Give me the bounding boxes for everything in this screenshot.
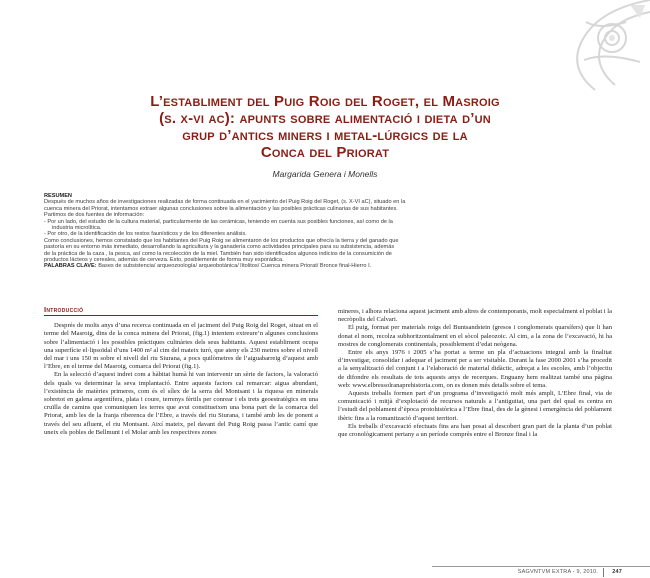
abstract-line: - Por un lado, del estudio de la cultura material, particularmente de las cerámicas, teniendo en cuenta sus posibles funciones, así como de la [44, 218, 393, 225]
abstract-line: de la práctica de la caza , la pesca, así como la recolección de la miel. También han sido identificados algunos indicios de la consumición de [44, 250, 392, 257]
title-line-2: (s. x-vi ac): apunts sobre alimentació i dieta d’un [159, 110, 491, 127]
page-number: 247 [612, 569, 622, 575]
abstract-line: productos lácteos y cereales, además de cerveza. Esto, posiblemente de forma muy esporádica. [44, 257, 284, 264]
abstract-line: pastoría en su entorno más inmediato, desarrollando la agricultura y la ganadería como actividades principales para su subsistencia, además [44, 244, 395, 251]
section-heading-introduccio: Introducció [44, 306, 318, 316]
body-paragraph: El puig, format per materials roigs del Buntsandstein (gresos i conglomerats quarsífers) que li han donat el nom, recolza subhoritzontalment en el sòcol paleozoic. Al cim, a la zona de l’excavació, hi ha mostres de conglomerats continentals, possiblement d’edat neògena. [338, 324, 612, 348]
footer-separator [603, 568, 604, 577]
abstract-line: cuenca minera del Priorat, intentamos extraer algunas conclusiones sobre la alimentación y las posibles prácticas culinarias de sus habitantes. [44, 205, 398, 212]
abstract-block [44, 193, 610, 270]
keywords-text: Bases de subsistencia/ arqueozoología/ arqueobotánica/ lítolitos/ Cuenca minera Priorat/ Bronce final-Hierro I. [98, 263, 372, 270]
title-line-3: grup d’antics miners i metal-lúrgics de la [182, 127, 468, 144]
body-paragraph: Entre els anys 1976 i 2005 s’ha portat a terme un pla d’actuacions integral amb la finalitat d’investigar, consolidar i adequar el jaciment per a ser visitable. Durant la fase 2000 2001 s’ha procedit a la senyalització del conjunt i a l’elaboració de material didàctic, adreçat a les escoles, amb l’objectiu de difondre els resultats de tots aquests anys de recerques. Enguany hem realitzat també una pàgina web: www.elbressolranaprehistoria.com, on es donen més detalls sobre el tema. [338, 349, 612, 389]
abstract-line: industria microlítica. [52, 225, 102, 232]
body-paragraph: Després de molts anys d’una recerca continuada en el jaciment del Puig Roig del Roget, situat en el terme del Masroig, dins de la conca minera del Priorat, (fig.1) intentem extreure’n algunes conclusions sobre l’alimentació i les possibles pràctiques culinàries dels seus habitants. Aquest establiment ocupa una superfície el·lipsoïdal d’uns 1400 m² al cim del mateix turó, que ateny els 230 metres sobre el nivell del mar i uns 150 m sobre el nivell del riu Siurana, a pocs quilòmetres de l’aiguabarreig d’aquest amb l’Ebre, en el terme del Masroig, comarca del Priorat (fig.1). [44, 322, 318, 371]
author-name: Margarida Genera i Monells [272, 169, 378, 179]
title-line-4: Conca del Priorat [260, 144, 390, 161]
abstract-line: Como conclusiones, hemos constatado que los habitantes del Puig Roig se alimentaron de los productos que ofrecía la tierra y del ganado que [44, 237, 399, 244]
left-column [44, 306, 318, 437]
decorative-ornament-icon [500, 0, 650, 95]
article-title [40, 93, 610, 161]
abstract-line: - Por otro, de la identificación de los restos faunísticos y de los diferentes análisis. [44, 231, 247, 238]
abstract-line: Partimos de dos fuentes de información: [44, 212, 145, 219]
right-column [338, 308, 612, 439]
body-paragraph: Aquests treballs formen part d’un programa d’investigació molt més ampli, L’Ebre final, via de comunicació i mitjà d’explotació de recursos naturals a l’antiguitat, una part del qual es centra en l’estudi del poblament d’època protohistòrica a l’Ebre final, des de la gènesi i emergència del poblament ibèric fins a la romanització d’aquest territori. [338, 390, 612, 422]
body-paragraph: En la selecció d’aquest indret com a hàbitat humà hi van intervenir un sèrie de factors, la valoració dels quals va determinar la seva implantació. Entre aquests factors cal remarcar: aigua abundant, l’existència de matèries primeres, com és el sílex de la serra del Montsant i la riquesa en minerals sobretot en galena argentífera, plata i coure, terrenys fèrtils per conrear i els trets geoestratègics en una cruïlla de camins que comuniquen les terres que avui constitueixen una bona part de la comarca del Priorat, amb les de la franja riberenca de l’Ebre, a través del riu Siurana, i també amb les de ponent a través del seu afluent, el riu Montsant. Així mateix, pel davant del Puig Roig passa l’antic camí que uneix els pobles de Bellmunt i el Molar amb les respectives zones [44, 371, 318, 436]
abstract-heading: RESUMEN [44, 193, 72, 199]
page-footer [0, 567, 650, 578]
body-paragraph: Els treballs d’excavació efectuats fins ara han posat al descobert gran part de la planta d’un poblat que cronològicament pertany a un període comprès entre el Bronze final i la [338, 422, 612, 439]
keywords-line [44, 263, 610, 269]
body-paragraph: mineres, i alhora relaciona aquest jaciment amb altres de contemporanis, molt especialment el poblat i la necròpolis del Calvari. [338, 308, 612, 324]
abstract-line: Después de muchos años de investigaciones realizadas de forma continuada en el yacimiento del Puig Roig del Roget, (s. X-VI aC), situado en la [44, 199, 406, 206]
title-line-1: L’establiment del Puig Roig del Roget, el Masroig [150, 93, 500, 110]
journal-citation: SAGVNTVM EXTRA - 9, 2010. [517, 569, 598, 575]
keywords-label: PALABRAS CLAVE: [44, 263, 97, 270]
